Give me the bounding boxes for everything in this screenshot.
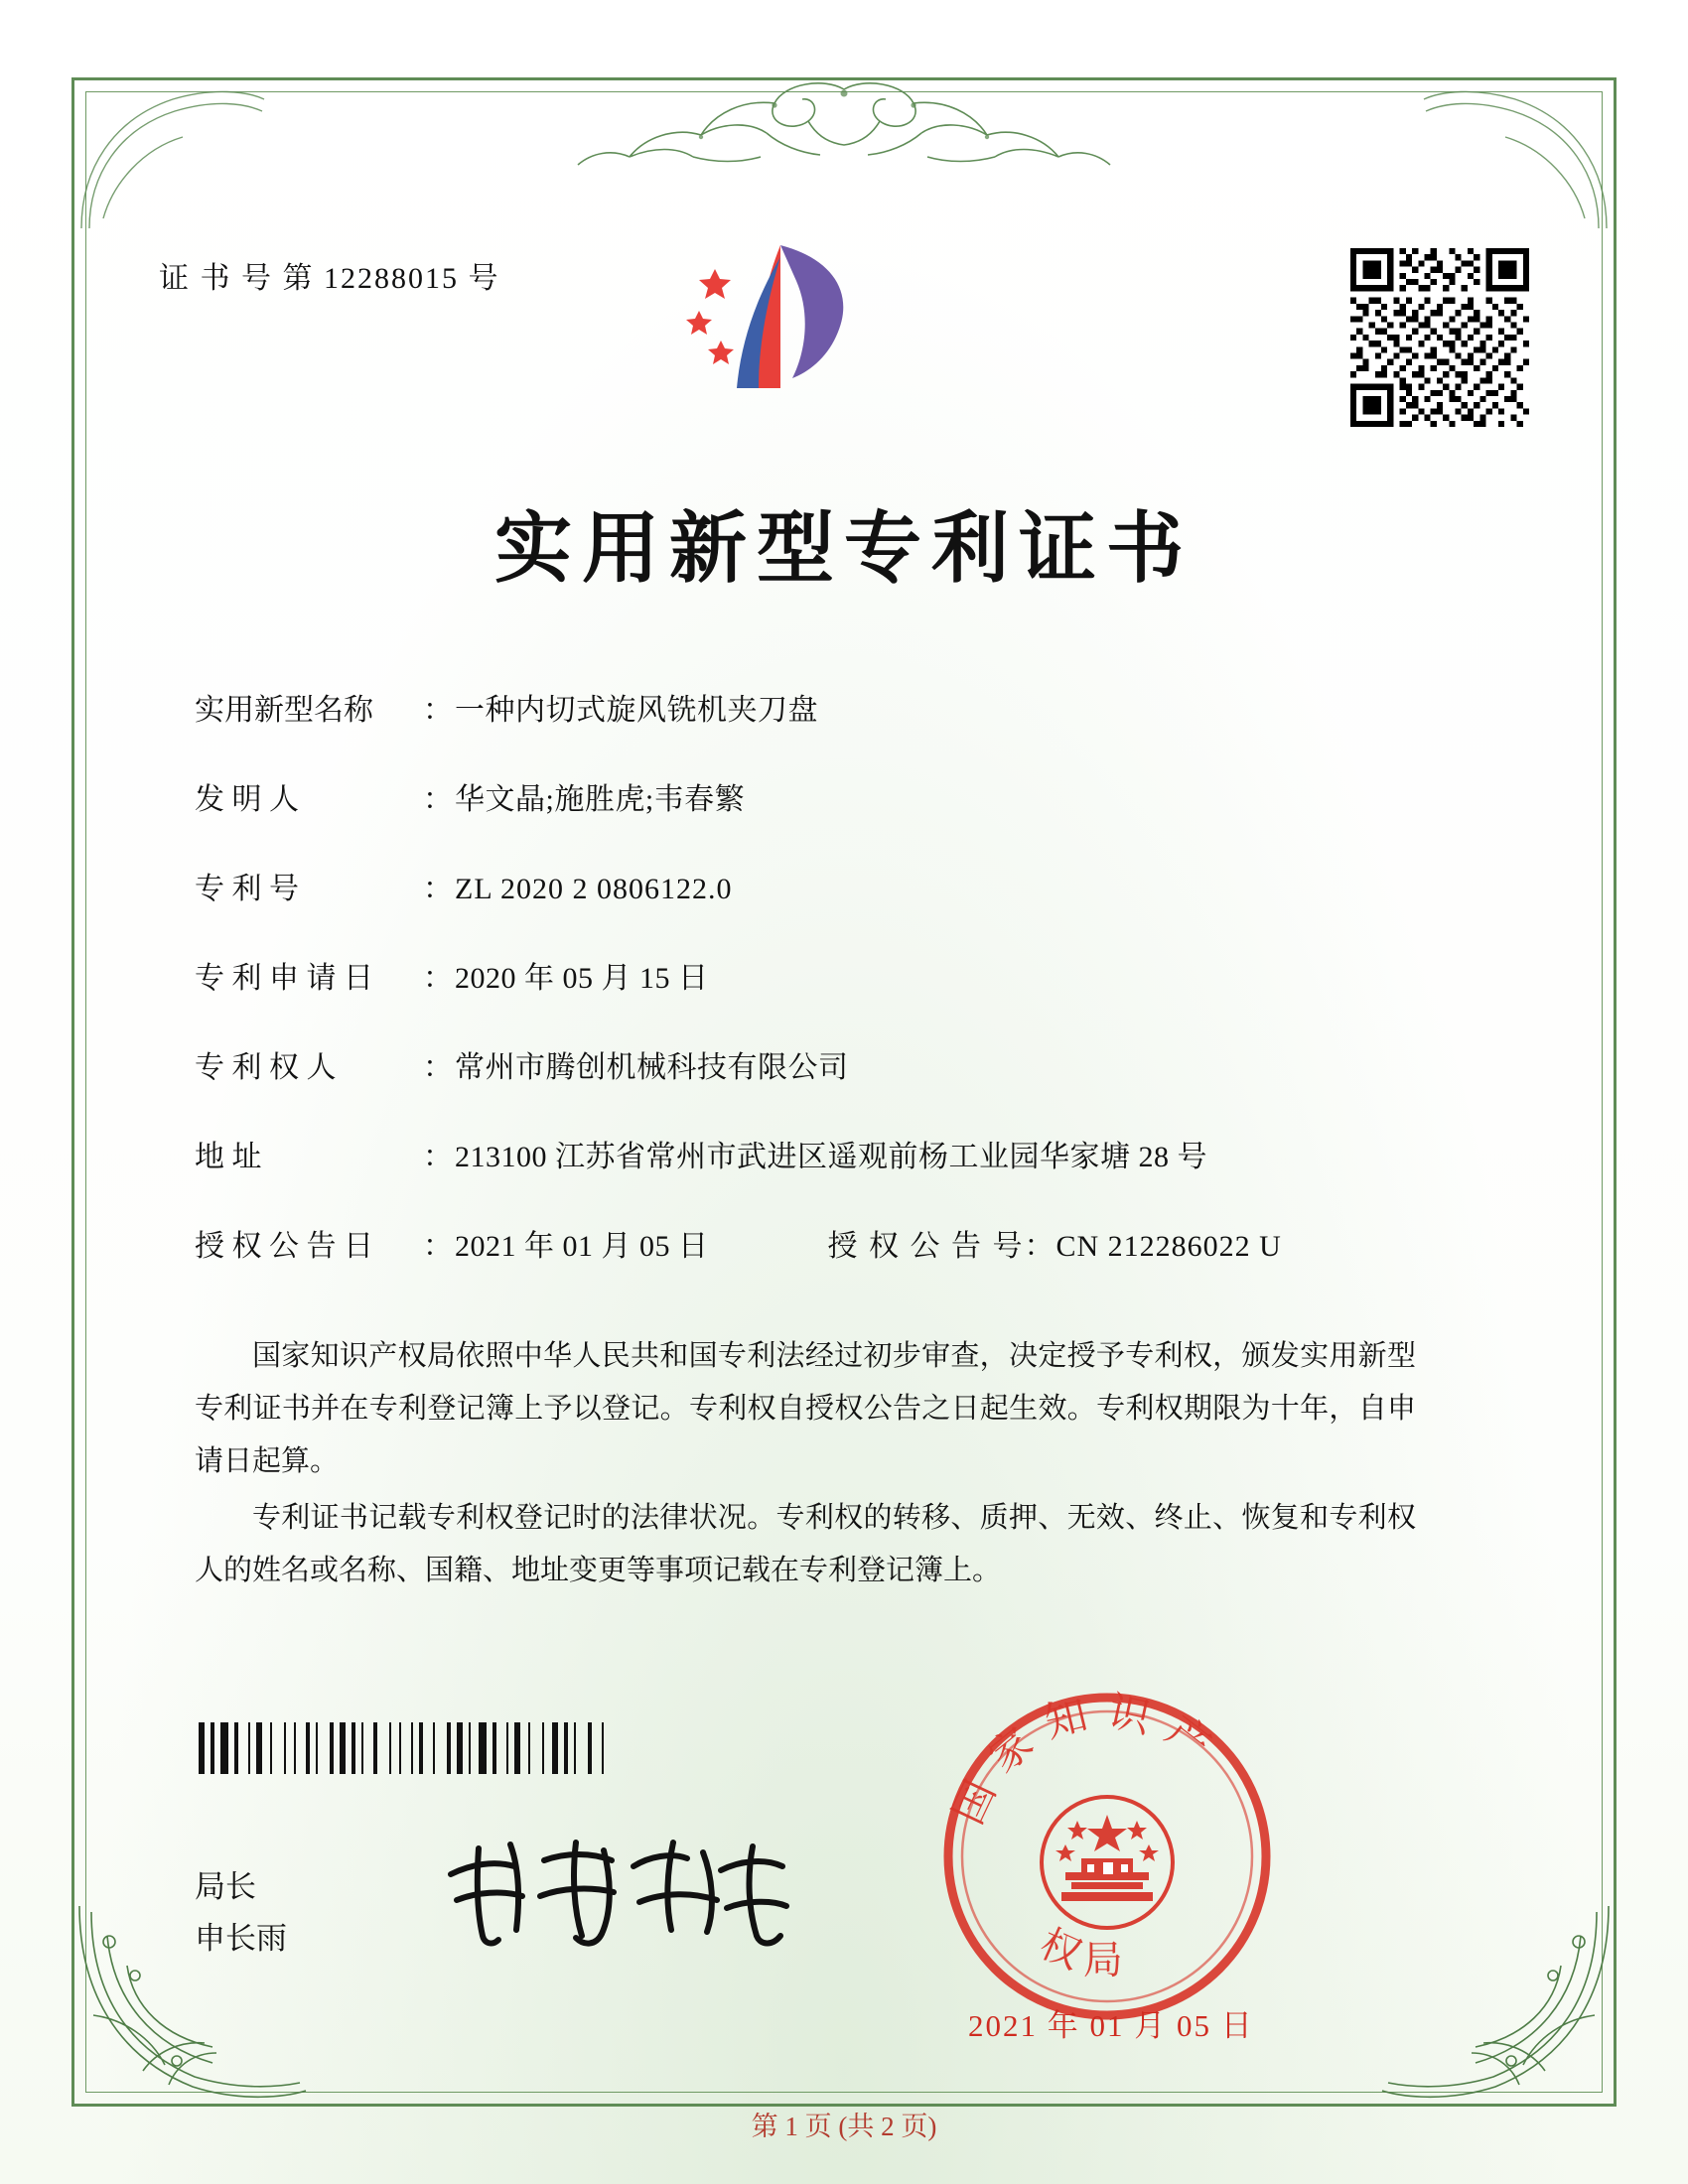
field-colon: ： <box>423 873 453 905</box>
director-block <box>195 1861 287 1965</box>
field-inventors <box>195 774 1485 818</box>
field-grant-announcement <box>195 1221 1485 1265</box>
handwritten-signature-icon <box>437 1827 794 1956</box>
field-utility-model-name <box>195 685 1485 729</box>
field-address <box>195 1132 1485 1175</box>
sipo-logo-icon <box>685 233 884 412</box>
director-title: 局长 <box>195 1869 256 1904</box>
field-colon: ： <box>423 962 453 995</box>
director-name: 申长雨 <box>195 1921 287 1956</box>
national-emblem-icon <box>1042 1797 1173 1928</box>
field-value: ZL 2020 2 0806122.0 <box>455 873 733 905</box>
field-label: 实用新型名称 <box>195 694 373 727</box>
page-title: 实用新型专利证书 <box>493 503 1194 594</box>
field-application-date <box>195 953 1485 997</box>
grant-number-value: CN 212286022 U <box>1055 1230 1282 1263</box>
page-footer: 第 1 页 (共 2 页) <box>751 2112 937 2141</box>
seal-date: 2021 年 01 月 05 日 <box>968 2008 1254 2043</box>
field-patentee <box>195 1042 1485 1086</box>
field-label: 专 利 号 <box>195 873 299 905</box>
field-value: 华文晶;施胜虎;韦春繁 <box>455 783 746 816</box>
field-value: 一种内切式旋风铣机夹刀盘 <box>455 694 818 727</box>
grant-number-group <box>828 1221 1282 1265</box>
svg-text:权局: 权局 <box>1033 1920 1133 1984</box>
field-colon: ： <box>423 783 453 816</box>
field-colon: ： <box>423 694 453 727</box>
field-colon: ： <box>423 1230 453 1263</box>
grant-date-label: 授 权 公 告 日 <box>195 1230 373 1263</box>
field-value: 2020 年 05 月 15 日 <box>455 962 709 995</box>
field-colon: ： <box>423 1051 453 1084</box>
field-label: 发 明 人 <box>195 783 299 816</box>
paragraph-1: 国家知识产权局依照中华人民共和国专利法经过初步审查，决定授予专利权，颁发实用新型专利证书并在专利登记簿上予以登记。专利权自授权公告之日起生效。专利权期限为十年，自申请日起算。 <box>195 1340 1416 1477</box>
qr-code-icon <box>1350 248 1529 427</box>
field-colon: ： <box>423 1141 453 1173</box>
paragraph-2: 专利证书记载专利权登记时的法律状况。专利权的转移、质押、无效、终止、恢复和专利权人的姓名或名称、国籍、地址变更等事项记载在专利登记簿上。 <box>195 1502 1416 1586</box>
barcode-icon <box>199 1722 608 1774</box>
field-label: 专 利 申 请 日 <box>195 962 373 995</box>
field-colon: ： <box>1024 1230 1055 1263</box>
certificate-number: 证 书 号 第 12288015 号 <box>159 262 500 295</box>
field-list <box>195 685 1485 1310</box>
grant-number-label: 授 权 公 告 号 <box>827 1230 1025 1263</box>
field-value: 213100 江苏省常州市武进区遥观前杨工业园华家塘 28 号 <box>455 1141 1207 1173</box>
field-label: 专 利 权 人 <box>195 1051 337 1084</box>
field-label: 地 址 <box>195 1141 262 1173</box>
body-text <box>195 1330 1416 1601</box>
field-patent-number <box>195 864 1485 907</box>
grant-date-value: 2021 年 01 月 05 日 <box>455 1230 709 1263</box>
field-value: 常州市腾创机械科技有限公司 <box>455 1051 849 1084</box>
svg-text:国家知识产: 国家知识产 <box>942 1688 1233 1832</box>
official-seal <box>938 1688 1276 2025</box>
